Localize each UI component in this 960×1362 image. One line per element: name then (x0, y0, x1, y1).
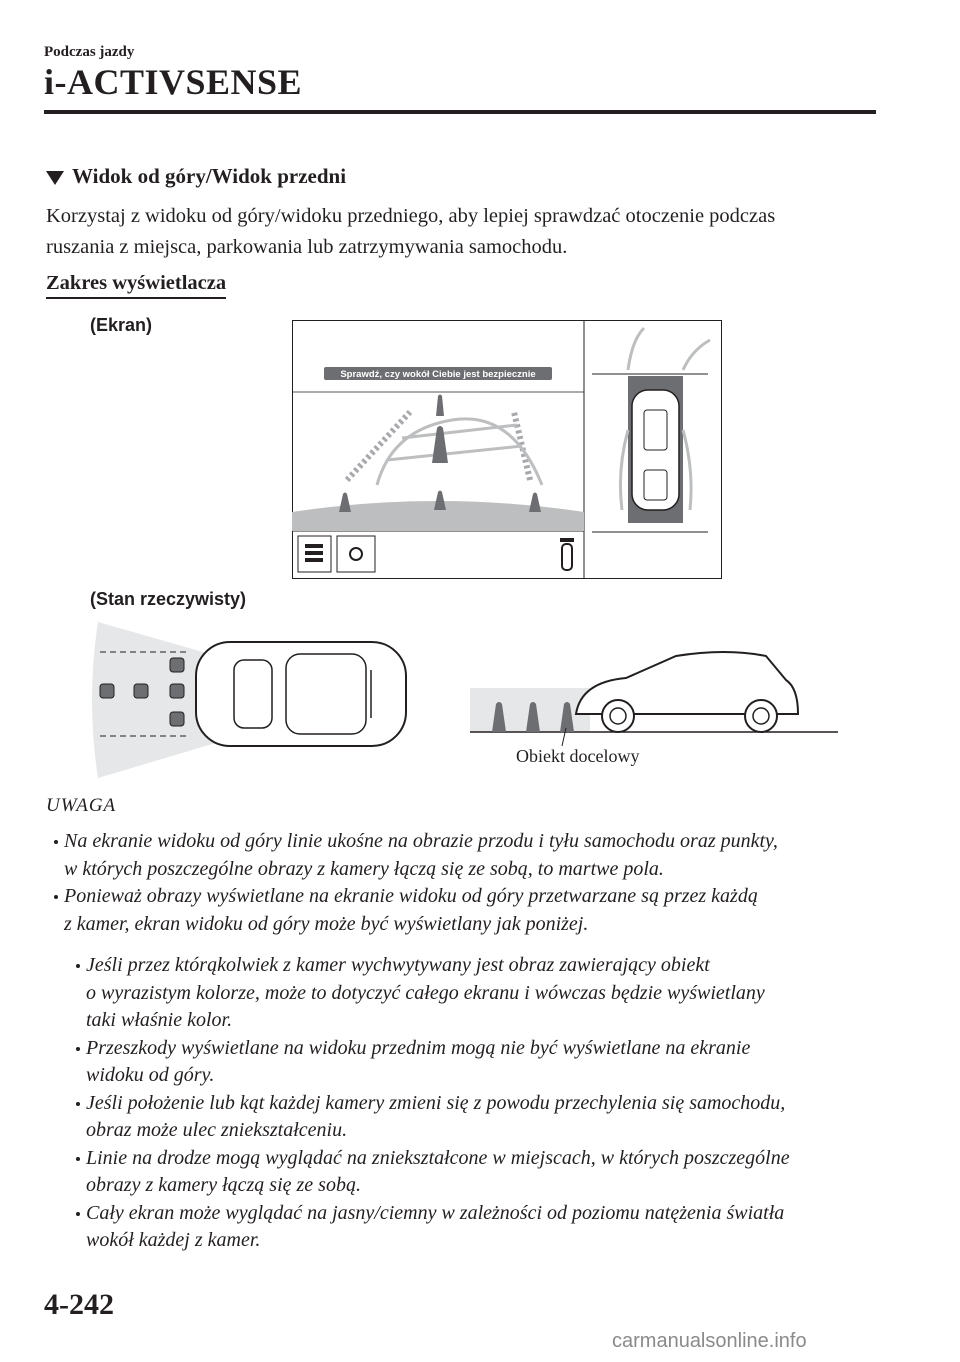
note-line: Jeśli przez którąkolwiek z kamer wychwytywany jest obraz zawierający obiekt (86, 954, 710, 976)
page-number: 4-242 (44, 1288, 114, 1321)
chapter-title: i-ACTIVSENSE (44, 62, 303, 102)
note-line: obrazy z kamery łączą się ze sobą. (86, 1174, 361, 1196)
note-line: z kamer, ekran widoku od góry może być wyświetlany jak poniżej. (64, 912, 589, 935)
note-line: Na ekranie widoku od góry linie ukośne na obrazie przodu i tyłu samochodu oraz punkty, (64, 830, 778, 852)
note-sub-bullet (68, 1090, 886, 1145)
note-sub-bullet (68, 1145, 886, 1200)
section-heading (46, 164, 346, 189)
note-line: Przeszkody wyświetlane na widoku przednim mogą nie być wyświetlane na ekranie (86, 1036, 751, 1059)
note-sub-bullet (68, 952, 886, 1035)
note-line: o wyrazistym kolorze, może to dotyczyć całego ekranu i wówczas będzie wyświetlany (86, 981, 765, 1004)
screen-banner-text: Sprawdź, czy wokół Ciebie jest bezpiecznie (340, 369, 536, 380)
note-line: Ponieważ obrazy wyświetlane na ekranie widoku od góry przetwarzane są przez każdą (64, 885, 758, 907)
note-line: obraz może ulec zniekształceniu. (86, 1119, 348, 1141)
note-line: w których poszczególne obrazy z kamery łączą się ze sobą, to martwe pola. (64, 857, 664, 880)
note-sub-bullet (68, 1200, 886, 1255)
note-bullet (46, 883, 886, 938)
note-line: taki właśnie kolor. (86, 1009, 233, 1031)
watermark: carmanualsonline.info (612, 1330, 807, 1352)
section-label: Podczas jazdy (44, 44, 135, 60)
note-sub-bullet (68, 1035, 886, 1090)
target-object-label: Obiekt docelowy (516, 746, 640, 766)
intro-paragraph (46, 201, 866, 263)
triangle-marker-icon (46, 171, 64, 185)
intro-line: Korzystaj z widoku od góry/widoku przedniego, aby lepiej sprawdzać otoczenie podczas (46, 205, 776, 227)
actual-state-illustration (86, 618, 846, 790)
note-title: UWAGA (46, 795, 117, 816)
note-line: Jeśli położenie lub kąt każdej kamery zmieni się z powodu przechylenia się samochodu, (86, 1091, 786, 1114)
note-line: Linie na drodze mogą wyglądać na zniekształcone w miejscach, w których poszczególne (86, 1146, 790, 1169)
notes-list (46, 828, 886, 1255)
header-rule (44, 110, 876, 114)
note-line: widoku od góry. (86, 1064, 215, 1086)
display-range-subheading: Zakres wyświetlacza (46, 272, 226, 299)
screen-label: (Ekran) (90, 315, 153, 335)
section-heading-text: Widok od góry/Widok przedni (72, 164, 347, 188)
note-line: wokół każdej z kamer. (86, 1229, 261, 1251)
note-bullet (46, 828, 886, 883)
monitor-screen-illustration (292, 320, 722, 579)
intro-line: ruszania z miejsca, parkowania lub zatrzymywania samochodu. (46, 236, 568, 258)
actual-state-label: (Stan rzeczywisty) (90, 589, 247, 609)
note-line: Cały ekran może wyglądać na jasny/ciemny w zależności od poziomu natężenia światła (86, 1201, 785, 1224)
